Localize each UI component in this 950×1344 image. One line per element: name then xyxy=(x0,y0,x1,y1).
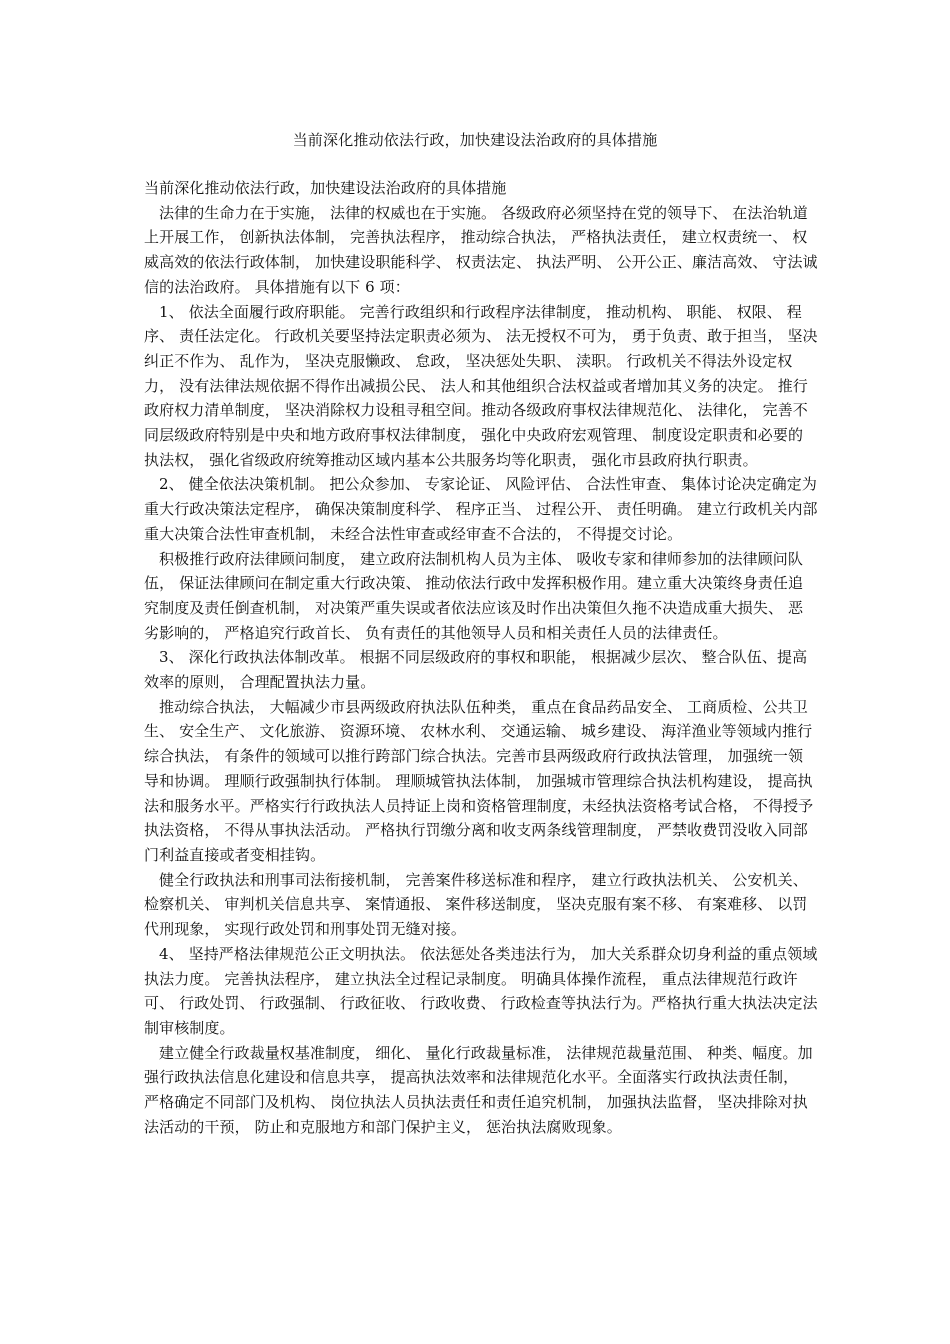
page-title: 当前深化推动依法行政，加快建设法治政府的具体措施 xyxy=(292,131,658,149)
document-body xyxy=(144,176,818,1139)
paragraph-measure-2: 2、 健全依法决策机制。 把公众参加、 专家论证、 风险评估、 合法性审查、 集体讨论决定确定为重大行政决策法定程序， 确保决策制度科学、 程序正当、 过程公开、 责任明确。 建立行政机关内部重大决策合法性审查机制， 未经合法性审查或经审查不合法的， 不得提交讨论。 xyxy=(144,475,818,543)
paragraph-intro: 法律的生命力在于实施， 法律的权威也在于实施。 各级政府必须坚持在党的领导下、 在法治轨道上开展工作， 创新执法体制， 完善执法程序， 推动综合执法， 严格执法责任， 建立权责统一、 权威高效的依法行政体制， 加快建设职能科学、 权责法定、 执法严明、 公开公正、廉洁高效、 守法诚信的法治政府。 具体措施有以下 6 项： xyxy=(144,203,818,296)
paragraph-comprehensive-enforcement: 推动综合执法， 大幅减少市县两级政府执法队伍种类， 重点在食品药品安全、 工商质检、公共卫生、 安全生产、 文化旅游、 资源环境、 农林水利、 交通运输、 城乡建设、 海洋渔业等领域内推行综合执法， 有条件的领域可以推行跨部门综合执法。完善市县两级政府行政执法管理， 加强统一领导和协调。 理顺行政强制执行体制。 理顺城管执法体制， 加强城市管理综合执法机构建设， 提高执法和服务水平。严格实行行政执法人员持证上岗和资格管理制度，未经执法资格考试合格， 不得授予执法资格， 不得从事执法活动。 严格执行罚缴分离和收支两条线管理制度， 严禁收费罚没收入同部门利益直接或者变相挂钩。 xyxy=(144,697,814,864)
paragraph-measure-1: 1、 依法全面履行政府职能。 完善行政组织和行政程序法律制度， 推动机构、 职能、 权限、 程序、 责任法定化。 行政机关要坚持法定职责必须为、 法无授权不可为， 勇于负责、敢于担当， 坚决纠正不作为、 乱作为， 坚决克服懒政、 怠政， 坚决惩处失职、 渎职。 行政机关不得法外设定权力， 没有法律法规依据不得作出减损公民、 法人和其他组织合法权益或者增加其义务的决定。 推行政府权力清单制度， 坚决消除权力设租寻租空间。推动各级政府事权法律规范化、 法律化， 完善不同层级政府特别是中央和地方政府事权法律制度， 强化中央政府宏观管理、 制度设定职责和必要的执法权， 强化省级政府统筹推动区域内基本公共服务均等化职责， 强化市县政府执行职责。 xyxy=(144,302,818,469)
paragraph-discretion: 建立健全行政裁量权基准制度， 细化、 量化行政裁量标准， 法律规范裁量范围、 种类、幅度。加强行政执法信息化建设和信息共享， 提高执法效率和法律规范化水平。全面落实行政执法责任制， 严格确定不同部门及机构、 岗位执法人员执法责任和责任追究机制， 加强执法监督， 坚决排除对执法活动的干预， 防止和克服地方和部门保护主义， 惩治执法腐败现象。 xyxy=(144,1043,813,1136)
paragraph-legal-advisor: 积极推行政府法律顾问制度， 建立政府法制机构人员为主体、 吸收专家和律师参加的法律顾问队伍， 保证法律顾问在制定重大行政决策、 推动依法行政中发挥积极作用。建立重大决策终身责任追究制度及责任倒查机制， 对决策严重失误或者依法应该及时作出决策但久拖不决造成重大损失、 恶劣影响的， 严格追究行政首长、 负有责任的其他领导人员和相关责任人员的法律责任。 xyxy=(144,549,804,642)
paragraph-criminal-justice-link: 健全行政执法和刑事司法衔接机制， 完善案件移送标准和程序， 建立行政执法机关、 公安机关、 检察机关、 审判机关信息共享、 案情通报、 案件移送制度， 坚决克服有案不移、 有案难移、 以罚代刑现象， 实现行政处罚和刑事处罚无缝对接。 xyxy=(144,870,808,939)
paragraph-heading: 当前深化推动依法行政，加快建设法治政府的具体措施 xyxy=(144,179,507,197)
paragraph-measure-3: 3、 深化行政执法体制改革。 根据不同层级政府的事权和职能， 根据减少层次、 整合队伍、提高效率的原则， 合理配置执法力量。 xyxy=(144,648,808,692)
paragraph-measure-4: 4、 坚持严格法律规范公正文明执法。 依法惩处各类违法行为， 加大关系群众切身利益的重点领域执法力度。 完善执法程序， 建立执法全过程记录制度。 明确具体操作流程， 重点法律规范行政许可、 行政处罚、 行政强制、 行政征收、 行政收费、 行政检查等执法行为。严格执行重大执法决定法制审核制度。 xyxy=(144,944,818,1037)
